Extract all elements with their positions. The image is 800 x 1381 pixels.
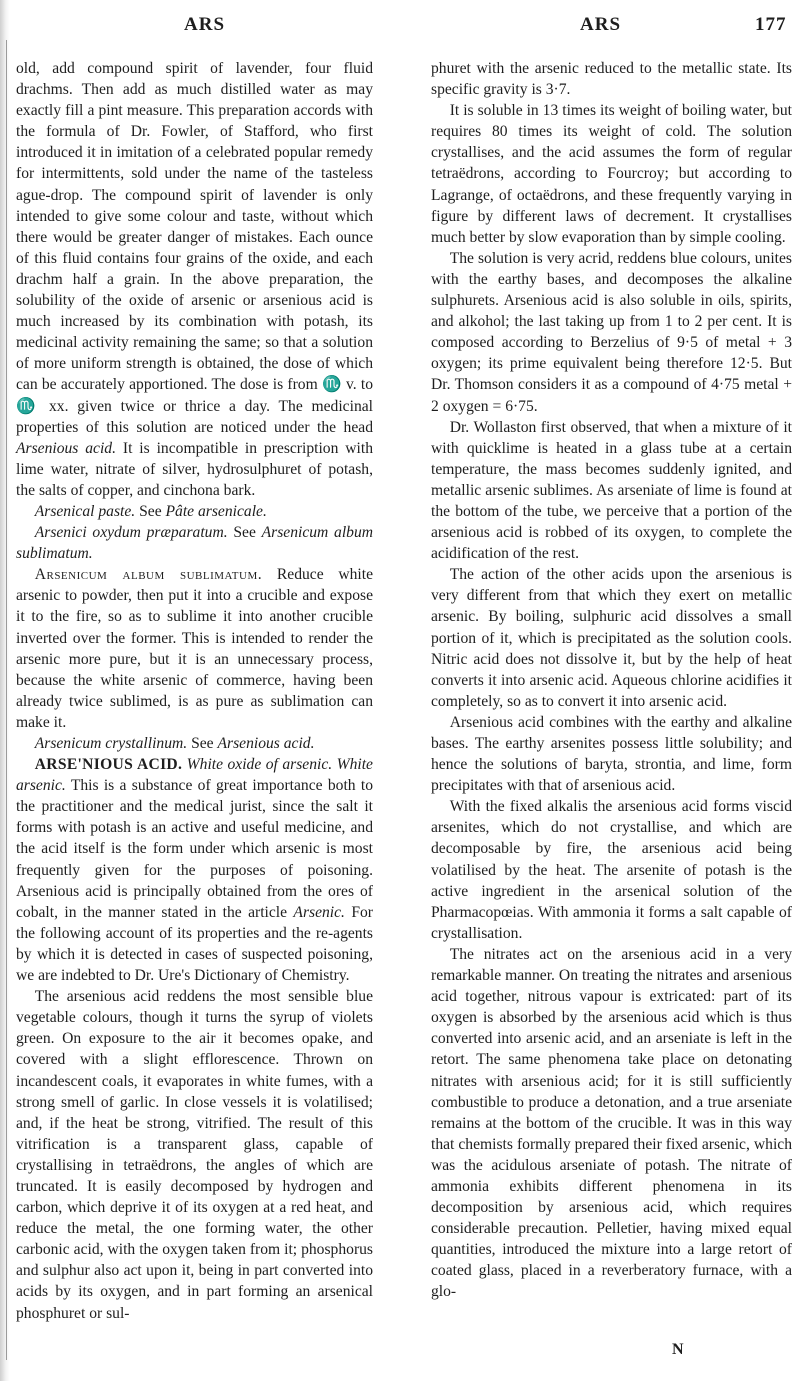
paragraph: Arsenious acid combines with the earthy and alkaline bases. The earthy arsenites possess little solubility; and hence the solutions of baryta, strontia, and lime, form precipitates with that of arsenious acid.	[431, 713, 792, 795]
paragraph: The arsenious acid reddens the most sensible blue vegetable colours, though it turns the syrup of violets green. On exposure to the air it becomes opake, and covered with a slight efflorescence. Thrown on incandescent coals, it evaporates in white fumes, with a strong smell of garlic. In close vessels it is volatilised; and, if the heat be strong, vitrified. The result of this vitrification is a transparent glass, capable of crystallising in tetraëdrons, the angles of which are truncated. It is easily decomposed by hydrogen and carbon, which deprive it of its oxygen at a red heat, and reduce the metal, the one forming water, the other carbonic acid, with the oxygen taken from it; phosphorus and sulphur also act upon it, being in part converted into acids by its oxygen, and in part forming an arsenical phosphuret or sul-	[16, 988, 373, 1322]
entry-arsenical-paste: Arsenical paste. See Pâte arsenicale.	[34, 502, 267, 520]
entry-arsenious-acid: ARSE'NIOUS ACID. White oxide of arsenic. White arsenic. This is a substance of great importance both to the practitioner and the medical jurist, since the salt it forms with potash is an active and useful medicine, and the acid itself is the form under which arsenic is most frequently given for the purposes of poisoning. Arsenious acid is principally obtained from the ores of cobalt, in the manner stated in the article Arsenic. For the following account of its properties and the re-agents by which it is detected in cases of suspected poisoning, we are indebted to Dr. Ure's Dictionary of Chemistry.	[16, 756, 374, 985]
paragraph: It is soluble in 13 times its weight of boiling water, but requires 80 times its weight of cold. The solution crystallises, and the acid assumes the form of regular tetraëdrons, according to Fourcroy; but according to Lagrange, of octaëdrons, and these frequently varying in figure by different laws of decrement. It crystallises much better by slow evaporation than by simple cooling.	[431, 102, 792, 246]
paragraph: old, add compound spirit of lavender, four fluid drachms. Then add as much distilled water as may exactly fill a pint measure. This preparation accords with the formula of Dr. Fowler, of Stafford, who first introduced it in imitation of a celebrated popular remedy for intermittents, sold under the name of the tasteless ague-drop. The compound spirit of lavender is only intended to give some colour and taste, without which there would be greater danger of mistakes. Each ounce of this fluid contains four grains of the oxide, and each drachm half a grain. In the above preparation, the solubility of the oxide of arsenic or arsenious acid is much increased by its combination with potash, its medicinal activity remaining the same; so that a solution of more uniform strength is obtained, the dose of which can be accurately apportioned. The dose is from ♏ v. to ♏ xx. given twice or thrice a day. The medicinal properties of this solution are noticed under the head Arsenious acid. It is incompatible in prescription with lime water, nitrate of silver, hydrosulphuret of potash, the salts of copper, and cinchona bark.	[16, 60, 373, 499]
cross-reference: Arsenious acid.	[217, 735, 315, 752]
paragraph: The nitrates act on the arsenious acid in a very remarkable manner. On treating the nitrates and arsenious acid together, nitrous vapour is extricated: part of its oxygen is absorbed by the arsenious acid which is thus converted into arsenic acid, and an arseniate is left in the retort. The same phenomena take place on detonating nitrates with arsenious acid; for it is still sufficiently combustible to produce a detonation, and a true arseniate remains at the bottom of the crucible. It was in this way that chemists formally prepared their fixed arsenic, which was the acidulous arseniate of potash. The nitrate of ammonia exhibits different phenomena in its decomposition by arsenious acid, which requires considerable precaution. Pelletier, having mixed equal quantities, introduced the mixture into a large retort of coated glass, placed in a reverberatory furnace, with a glo-	[431, 945, 792, 1301]
paragraph: With the fixed alkalis the arsenious acid forms viscid arsenites, which do not crystallise, and which are decomposable by fire, the arsenious acid being volatilised by the heat. The arsenite of potash is the active ingredient in the arsenical solution of the Pharmacopœias. With ammonia it forms a salt capable of crystallisation.	[431, 798, 792, 942]
left-column	[16, 58, 373, 1324]
signature-mark: N	[672, 1341, 684, 1358]
cross-reference: Arsenious acid.	[16, 439, 117, 457]
running-head-left: ARS	[184, 14, 226, 35]
cross-reference: Arsenicum album sublimatum.	[16, 524, 374, 563]
page-number: 177	[755, 14, 787, 35]
right-column	[431, 58, 792, 1303]
entry-arsenicum-crystallinum: Arsenicum crystallinum. See Arsenious acid.	[34, 735, 315, 752]
paragraph: The solution is very acrid, reddens blue colours, unites with the earthy bases, and decomposes the alkaline sulphurets. Arsenious acid is also soluble in oils, spirits, and alkohol; the last taking up from 1 to 2 per cent. It is composed according to Berzelius of 9·5 of metal + 3 oxygen; its prime equivalent being therefore 12·5. But Dr. Thomson considers it as a compound of 4·75 metal + 2 oxygen = 6·75.	[431, 249, 792, 415]
paragraph: phuret with the arsenic reduced to the metallic state. Its specific gravity is 3·7.	[431, 60, 792, 99]
cross-reference: Pâte arsenicale.	[165, 502, 267, 520]
running-head-right: ARS	[580, 14, 622, 35]
paragraph: The action of the other acids upon the arsenious is very different from that which they exert on metallic arsenic. By boiling, sulphuric acid dissolves a small portion of it, which is precipitated as the solution cools. Nitric acid does not dissolve it, but by the help of heat converts it into arsenic acid. Aqueous chlorine acidifies it completely, so as to convert it into arsenic acid.	[431, 566, 792, 710]
entry-arsenicum-album: Arsenicum album sublimatum. Reduce white arsenic to powder, then put it into a crucible and expose it to the fire, so as to sublime it into another crucible inverted over the former. This is intended to render the arsenic more pure, but it is an unnecessary process, because the white arsenic of commerce, having been already twice sublimed, is as pure as sublimation can make it.	[16, 566, 373, 731]
binding-edge-line	[6, 40, 7, 1360]
binding-shadow	[0, 0, 10, 1381]
cross-reference: Arsenic.	[293, 903, 345, 921]
entry-arsenici-oxydum: Arsenici oxydum præparatum. See Arsenicum album sublimatum.	[16, 524, 374, 563]
paragraph: Dr. Wollaston first observed, that when a mixture of it with quicklime is heated in a glass tube at a certain temperature, the mass becomes suddenly ignited, and metallic arsenic sublimes. As arseniate of lime is found at the bottom of the tube, we perceive that a portion of the arsenious acid is robbed of its oxygen, to complete the acidification of the rest.	[431, 418, 792, 563]
headword: ARSE'NIOUS ACID.	[34, 756, 183, 774]
